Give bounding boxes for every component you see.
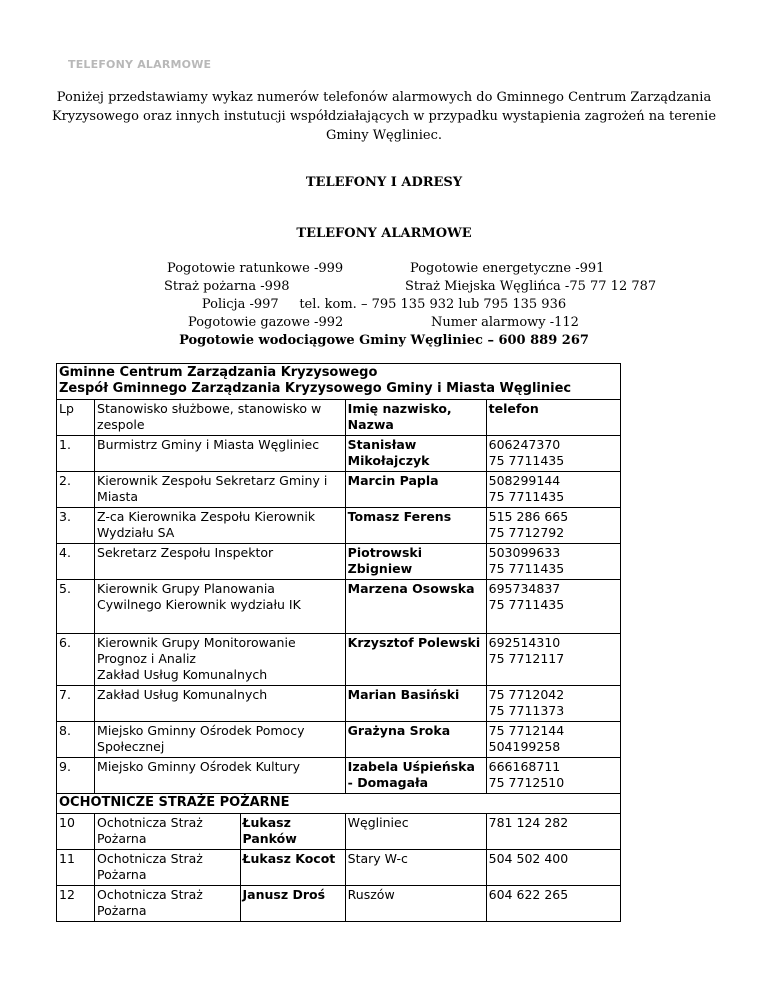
table-title-1: Gminne Centrum Zarządzania Kryzysowego (59, 365, 378, 380)
row-lp: 2. (57, 472, 95, 508)
table-row (57, 508, 621, 544)
intro-paragraph: Poniżej przedstawiamy wykaz numerów telefonów alarmowych do Gminnego Centrum Zarządzania Kryzysowego oraz innych instutucji współdziałających w przypadku wystapienia zagrożeń na terenie Gminy Węgliniec. (51, 90, 717, 143)
fire-row-lp: 10 (57, 814, 95, 850)
fire-row-name: Łukasz Panków (240, 814, 345, 850)
fire-section-title: OCHOTNICZE STRAŻE POŻARNE (57, 794, 621, 814)
alarm-emergency: Numer alarmowy -112 (431, 315, 579, 330)
fire-row-unit: Ochotnicza Straż Pożarna (95, 814, 240, 850)
row-position: Zakład Usług Komunalnych (95, 686, 346, 722)
row-name: Marian Basiński (345, 686, 486, 722)
row-phone: 695734837 75 7711435 (486, 580, 620, 634)
row-lp: 3. (57, 508, 95, 544)
row-name: Stanisław Mikołajczyk (345, 436, 486, 472)
header-phone: telefon (486, 400, 620, 436)
row-position: Kierownik Grupy Planowania Cywilnego Kierownik wydziału IK (95, 580, 346, 634)
row-position: Miejsko Gminny Ośrodek Pomocy Społecznej (95, 722, 346, 758)
fire-row-name: Janusz Droś (240, 886, 345, 922)
table-row (57, 722, 621, 758)
fire-row (57, 814, 621, 850)
fire-row-unit: Ochotnicza Straż Pożarna (95, 886, 240, 922)
row-position: Sekretarz Zespołu Inspektor (95, 544, 346, 580)
row-lp: 8. (57, 722, 95, 758)
header-lp: Lp (57, 400, 95, 436)
row-name: Izabela Uśpieńska - Domagała (345, 758, 486, 794)
table-row (57, 544, 621, 580)
row-phone: 75 7712042 75 7711373 (486, 686, 620, 722)
row-name: Grażyna Sroka (345, 722, 486, 758)
row-lp: 9. (57, 758, 95, 794)
table-row (57, 436, 621, 472)
table-row (57, 758, 621, 794)
fire-row-place: Węgliniec (345, 814, 486, 850)
header-position: Stanowisko służbowe, stanowisko w zespole (95, 400, 346, 436)
alarm-water: Pogotowie wodociągowe Gminy Węgliniec – 600 889 267 (179, 333, 589, 348)
row-phone: 75 7712144 504199258 (486, 722, 620, 758)
fire-row (57, 850, 621, 886)
row-lp: 1. (57, 436, 95, 472)
row-position: Kierownik Grupy Monitorowanie Prognoz i Analiz Zakład Usług Komunalnych (95, 634, 346, 686)
row-phone: 666168711 75 7712510 (486, 758, 620, 794)
alarm-city-guard: Straż Miejska Węglińca -75 77 12 787 (405, 279, 657, 294)
row-name: Piotrowski Zbigniew (345, 544, 486, 580)
row-name: Marzena Osowska (345, 580, 486, 634)
alarm-police: Policja -997 tel. kom. – 795 135 932 lub 795 135 936 (201, 297, 567, 312)
row-phone: 515 286 665 75 7712792 (486, 508, 620, 544)
fire-section-row (57, 794, 621, 814)
row-name: Krzysztof Polewski (345, 634, 486, 686)
fire-row (57, 886, 621, 922)
table-title-row (57, 364, 621, 400)
table-row (57, 686, 621, 722)
fire-row-name: Łukasz Kocot (240, 850, 345, 886)
heading-alarm: TELEFONY ALARMOWE (296, 226, 472, 241)
row-lp: 5. (57, 580, 95, 634)
fire-row-place: Ruszów (345, 886, 486, 922)
fire-row-lp: 11 (57, 850, 95, 886)
table-row (57, 472, 621, 508)
row-position: Burmistrz Gminy i Miasta Węgliniec (95, 436, 346, 472)
alarm-ambulance: Pogotowie ratunkowe -999 (167, 261, 344, 276)
row-phone: 692514310 75 7712117 (486, 634, 620, 686)
row-phone: 508299144 75 7711435 (486, 472, 620, 508)
row-name: Marcin Papla (345, 472, 486, 508)
row-position: Z-ca Kierownika Zespołu Kierownik Wydziału SA (95, 508, 346, 544)
alarm-energy: Pogotowie energetyczne -991 (410, 261, 605, 276)
row-phone: 606247370 75 7711435 (486, 436, 620, 472)
row-lp: 4. (57, 544, 95, 580)
row-lp: 7. (57, 686, 95, 722)
fire-row-phone: 781 124 282 (486, 814, 620, 850)
heading-addresses: TELEFONY I ADRESY (305, 175, 463, 190)
alarm-gas: Pogotowie gazowe -992 (188, 315, 344, 330)
row-phone: 503099633 75 7711435 (486, 544, 620, 580)
fire-row-phone: 504 502 400 (486, 850, 620, 886)
table-row (57, 580, 621, 634)
row-position: Kierownik Zespołu Sekretarz Gminy i Miasta (95, 472, 346, 508)
table-header-row (57, 400, 621, 436)
contacts-table (56, 363, 621, 922)
table-title-2: Zespół Gminnego Zarządzania Kryzysowego Gminy i Miasta Węgliniec (59, 381, 572, 396)
row-position: Miejsko Gminny Ośrodek Kultury (95, 758, 346, 794)
alarm-fire: Straż pożarna -998 (164, 279, 290, 294)
fire-row-unit: Ochotnicza Straż Pożarna (95, 850, 240, 886)
table-row (57, 634, 621, 686)
row-lp: 6. (57, 634, 95, 686)
fire-row-phone: 604 622 265 (486, 886, 620, 922)
top-label: TELEFONY ALARMOWE (68, 58, 212, 71)
fire-row-place: Stary W-c (345, 850, 486, 886)
header-name: Imię nazwisko, Nazwa (345, 400, 486, 436)
row-name: Tomasz Ferens (345, 508, 486, 544)
fire-row-lp: 12 (57, 886, 95, 922)
